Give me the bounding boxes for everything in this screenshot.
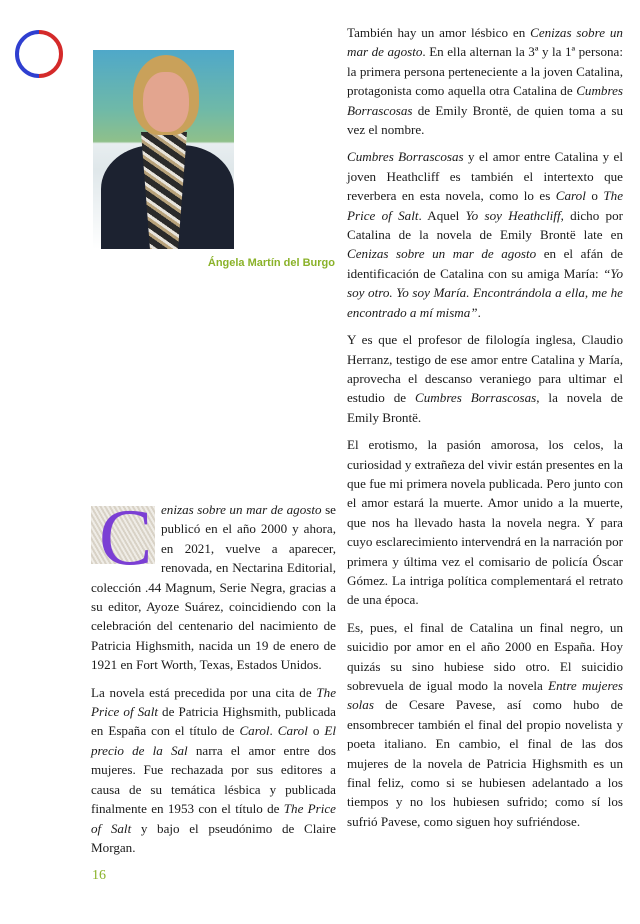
italic-text: Cumbres Borrascosas [347,149,464,165]
text-run: El erotismo, la pasión amorosa, los celos, la curiosidad y extrañeza del vivir están presentes en la que fue mi primera novela publicada. Pero junto con el amor estará la muerte. Amor unido a la muerte, que nos ha llevado hasta la novela negra. Y para cuyo esclarecimiento intervendrá en la narración por primera y última vez el comisario de policía Óscar Gómez. La intriga política complementará el retrato de una época. [347,437,623,608]
italic-text: Carol [239,723,270,739]
italic-text: The Price of Salt [347,188,623,223]
paragraph [347,618,623,831]
text-run: narra el amor entre dos mujeres. Fue rechazada por sus editores a causa de su temática lésbica y publicada finalmente en 1953 con el título de [91,742,337,817]
author-photo [93,50,234,249]
text-run: , la novela de Emily Brontë. [347,390,623,425]
text-run: Y es que el profesor de filología inglesa, Claudio Herranz, testigo de ese amor entre Catalina y María, aprovecha el descanso veraniego para ultimar el estudio de [347,332,623,406]
text-run: y el amor entre Catalina y el joven Heathcliff es también el intertexto que reverbera en esta novela, como lo es [347,149,623,204]
italic-text: Carol [555,188,586,204]
paragraph [91,683,336,858]
drop-cap-letter: C [99,494,153,582]
paragraph [347,23,623,139]
text-run: de Emily Brontë, de quien toma a su vez el nombre. [347,102,623,138]
paragraph [347,147,623,322]
text-run: se publicó en el año 2000 y ahora, en 2021, vuelve a aparecer, renovada, en Nectarina Editorial, colección .44 Magnum, Serie Negra, gracias a su editor, Ayoze Suárez, coincidiendo con la celebración del centenario del nacimiento de Patricia Highsmith, nacida un 19 de enero de 1921 en Fort Worth, Texas, Estados Unidos. [91,502,336,673]
text-run: de Patricia Highsmith, publicada en España con el título de [91,704,336,739]
italic-text: Cenizas sobre un mar de agosto [347,246,537,262]
italic-text: Carol [277,723,308,739]
text-run: Es, pues, el final de Catalina un final negro, un suicidio por amor en el año 2000 en España. Hoy quizás su sino hubiese sido otro. El suicidio sobrevuela de igual modo la novela [347,619,623,693]
paragraph [347,330,623,427]
text-run: de Cesare Pavese, así como hubo de ensombrecer también el final del propio novelista y poeta italiano. En cambio, el final de las dos mujeres de la novela de Patricia Highsmith es un final feliz, como si se hubiesen adelantado a los tiempos y no los hubiesen sufrido; como sí los sufrió Pavese, como siguen hoy sufriéndose. [347,697,623,829]
italic-text: enizas sobre un mar de agosto [161,502,322,517]
right-column [347,23,623,839]
magazine-logo-ring-icon [13,28,65,80]
italic-text: El precio de la Sal [91,723,337,758]
italic-text: Yo soy Heathcliff [465,207,561,223]
text-run: o [307,723,325,739]
italic-text: Cenizas sobre un mar de agosto [347,25,623,60]
text-run: y bajo el pseudónimo de Claire Morgan. [91,820,336,855]
text-run: . [477,304,481,320]
paragraph [347,435,623,610]
italic-text: The Price of Salt [91,684,336,720]
italic-text: Cumbres Borrascosas [347,83,623,118]
italic-text: Cumbres Borrascosas [415,390,537,406]
text-run: en el afán de identificación de Catalina con su amiga María: [347,246,623,281]
italic-text: The Price of Salt [91,801,336,836]
text-run: La novela está precedida por una cita de [91,684,317,700]
page-number: 16 [92,868,106,883]
drop-cap-ornament [91,494,155,582]
text-run: , dicho por Catalina de la novela de Emily Brontë late en [347,207,623,243]
text-run: . Aquel [418,207,466,223]
italic-text: “Yo soy otro. Yo soy María. Encontrándola a ella, me he encontrado a mí misma” [347,265,623,320]
text-run: También hay un amor lésbico en [347,25,531,40]
photo-caption: Ángela Martín del Burgo [207,257,335,269]
text-run: . En ella alternan la 3ª y la 1ª persona: la primera persona perteneciente a la joven Catalina, protagonista como aquella otra Catalina de [347,44,623,99]
italic-text: Entre mujeres solas [347,678,623,713]
left-column [91,494,337,865]
text-run: o [585,188,604,204]
text-run: . [269,723,278,739]
